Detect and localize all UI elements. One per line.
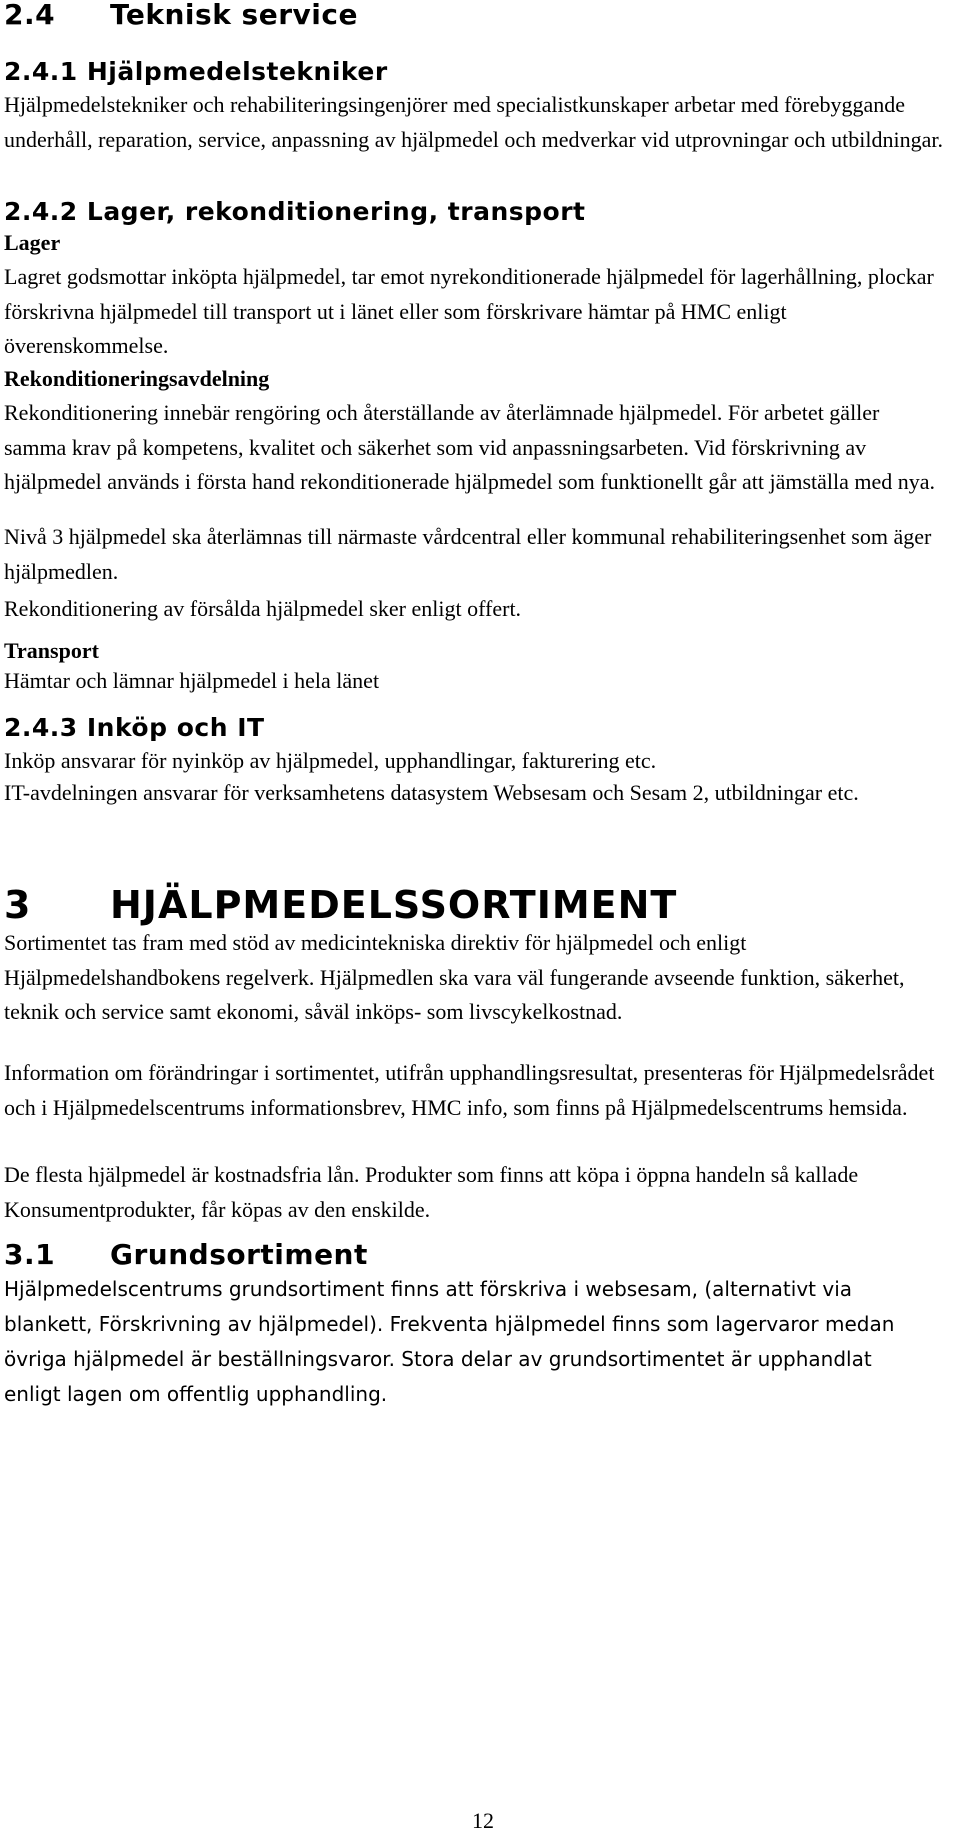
paragraph-sortiment-3: De flesta hjälpmedel är kostnadsfria lån. Produkter som finns att köpa i öppna handeln så kallade Konsumentprodukter, får köpas av den enskilde. xyxy=(4,1162,859,1222)
heading-2-4 xyxy=(4,0,358,32)
heading-title: Teknisk service xyxy=(110,0,358,31)
heading-2-4-3: 2.4.3 Inköp och IT xyxy=(4,713,265,742)
heading-2-4-1: 2.4.1 Hjälpmedelstekniker xyxy=(4,57,388,86)
page-number: 12 xyxy=(472,1808,494,1833)
paragraph-it: IT-avdelningen ansvarar för verksamhetens datasystem Websesam och Sesam 2, utbildningar etc. xyxy=(4,780,859,805)
paragraph-grundsortiment: Hjälpmedelscentrums grundsortiment finns att förskriva i websesam, (alternativt via blankett, Förskrivning av hjälpmedel). Frekventa hjälpmedel finns som lagervaror medan övriga hjälpmedel är beställningsvaror. Stora delar av grundsortimentet är upphandlat enligt lagen om offentlig upphandling. xyxy=(4,1277,895,1406)
paragraph-forsalda: Rekonditionering av försålda hjälpmedel sker enligt offert. xyxy=(4,596,522,621)
paragraph-sortiment-2: Information om förändringar i sortimentet, utifrån upphandlingsresultat, presenteras för Hjälpmedelsrådet och i Hjälpmedelscentrums informationsbrev, HMC info, som finns på Hjälpmedelscentrums hemsida. xyxy=(4,1060,935,1120)
paragraph-niva3: Nivå 3 hjälpmedel ska återlämnas till närmaste vårdcentral eller kommunal rehabiliteringsenhet som äger hjälpmedlen. xyxy=(4,524,932,584)
subheading-lager: Lager xyxy=(4,230,61,255)
paragraph-inkop: Inköp ansvarar för nyinköp av hjälpmedel, upphandlingar, fakturering etc. xyxy=(4,748,657,773)
heading-title: HJÄLPMEDELSSORTIMENT xyxy=(110,883,678,927)
paragraph-hjalpmedelstekniker: Hjälpmedelstekniker och rehabiliteringsingenjörer med specialistkunskaper arbetar med förebyggande underhåll, reparation, service, anpassning av hjälpmedel och medverkar vid utprovningar och utbildningar. xyxy=(4,92,943,152)
subheading-rekonditionering: Rekonditioneringsavdelning xyxy=(4,366,270,391)
heading-3 xyxy=(4,882,677,928)
heading-2-4-2: 2.4.2 Lager, rekonditionering, transport xyxy=(4,197,586,226)
heading-number: 2.4 xyxy=(4,0,56,31)
paragraph-rekonditionering: Rekonditionering innebär rengöring och återställande av återlämnade hjälpmedel. För arbetet gäller samma krav på kompetens, kvalitet och säkerhet som vid anpassningsarbeten. Vid förskrivning av hjälpmedel används i första hand rekonditionerade hjälpmedel som funktionellt går att jämställa med nya. xyxy=(4,400,936,494)
paragraph-lager: Lagret godsmottar inköpta hjälpmedel, tar emot nyrekonditionerade hjälpmedel för lagerhållning, plockar förskrivna hjälpmedel till transport ut i länet eller som förskrivare hämtar på HMC enligt överenskommelse. xyxy=(4,264,934,358)
subheading-transport: Transport xyxy=(4,638,99,663)
heading-title: Grundsortiment xyxy=(110,1238,368,1271)
heading-3-1 xyxy=(4,1238,368,1272)
heading-number: 3 xyxy=(4,883,32,927)
paragraph-sortiment-1: Sortimentet tas fram med stöd av medicintekniska direktiv för hjälpmedel och enligt Hjälpmedelshandbokens regelverk. Hjälpmedlen ska vara väl fungerande avseende funktion, säkerhet, teknik och service samt ekonomi, såväl inköps- som livscykelkostnad. xyxy=(4,930,905,1024)
heading-number: 3.1 xyxy=(4,1238,56,1271)
paragraph-transport: Hämtar och lämnar hjälpmedel i hela länet xyxy=(4,668,380,693)
